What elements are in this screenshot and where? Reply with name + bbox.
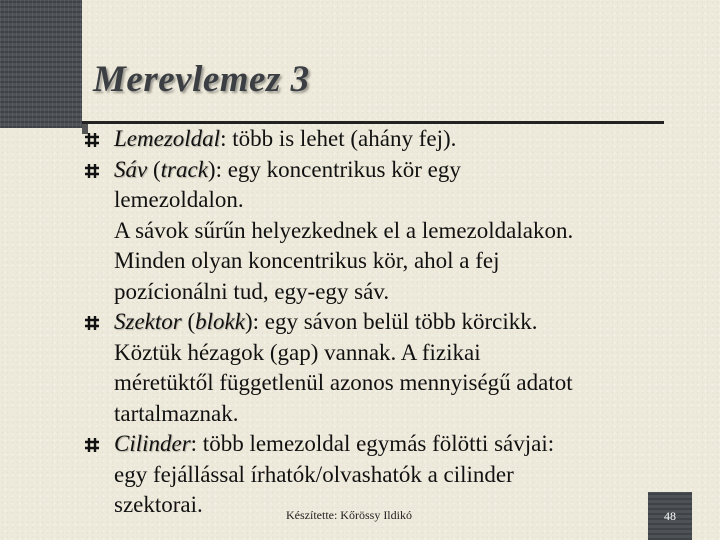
term-separator: (: [147, 156, 161, 182]
list-item: [0, 155, 720, 308]
item-line: [114, 307, 690, 338]
term-separator: (: [181, 309, 196, 334]
item-line: [114, 124, 690, 155]
item-line: Minden olyan koncentrikus kör, ahol a fej: [114, 248, 500, 273]
term-track: track: [160, 156, 208, 182]
term-sav: Sáv: [114, 156, 148, 182]
item-line: pozícionálni tud, egy-egy sáv.: [114, 278, 390, 304]
term-szektor: Szektor: [114, 309, 182, 334]
left-decor-strip: [0, 0, 82, 128]
term-blokk: blokk: [195, 309, 245, 334]
page-number: 48: [648, 492, 692, 540]
item-line: szektorai.: [114, 492, 203, 517]
item-line: A sávok sűrűn helyezkednek el a lemezoldalakon.: [114, 217, 574, 243]
list-item: [0, 307, 720, 429]
hash-bullet-icon: [85, 316, 99, 330]
bullet-list: [0, 124, 720, 521]
item-line: tartalmaznak.: [114, 400, 239, 426]
slide-title: Merevlemez 3: [93, 59, 310, 100]
item-line: [114, 155, 690, 186]
item-line: lemezoldalon.: [114, 187, 244, 212]
item-line: egy fejállással írhatók/olvashatók a cilinder: [114, 461, 514, 487]
item-line: [114, 429, 690, 460]
list-item: [0, 429, 720, 521]
item-text: ): egy sávon belül több körcikk.: [244, 309, 538, 334]
item-text: ): egy koncentrikus kör egy: [207, 156, 461, 182]
item-line: méretüktől függetlenül azonos mennyiségű adatot: [114, 370, 573, 395]
hash-bullet-icon: [85, 133, 99, 147]
term-lemezoldal: Lemezoldal: [114, 126, 221, 151]
item-text: : több lemezoldal egymás fölötti sávjai:: [190, 431, 555, 456]
item-text: : több is lehet (ahány fej).: [220, 126, 457, 151]
hash-bullet-icon: [85, 438, 99, 452]
list-item: [0, 124, 720, 155]
hash-bullet-icon: [85, 164, 99, 178]
item-line: Köztük hézagok (gap) vannak. A fizikai: [114, 339, 481, 365]
slide-footer: Készítette: Kőrössy Ildikó: [286, 508, 412, 522]
term-cilinder: Cilinder: [114, 431, 191, 456]
